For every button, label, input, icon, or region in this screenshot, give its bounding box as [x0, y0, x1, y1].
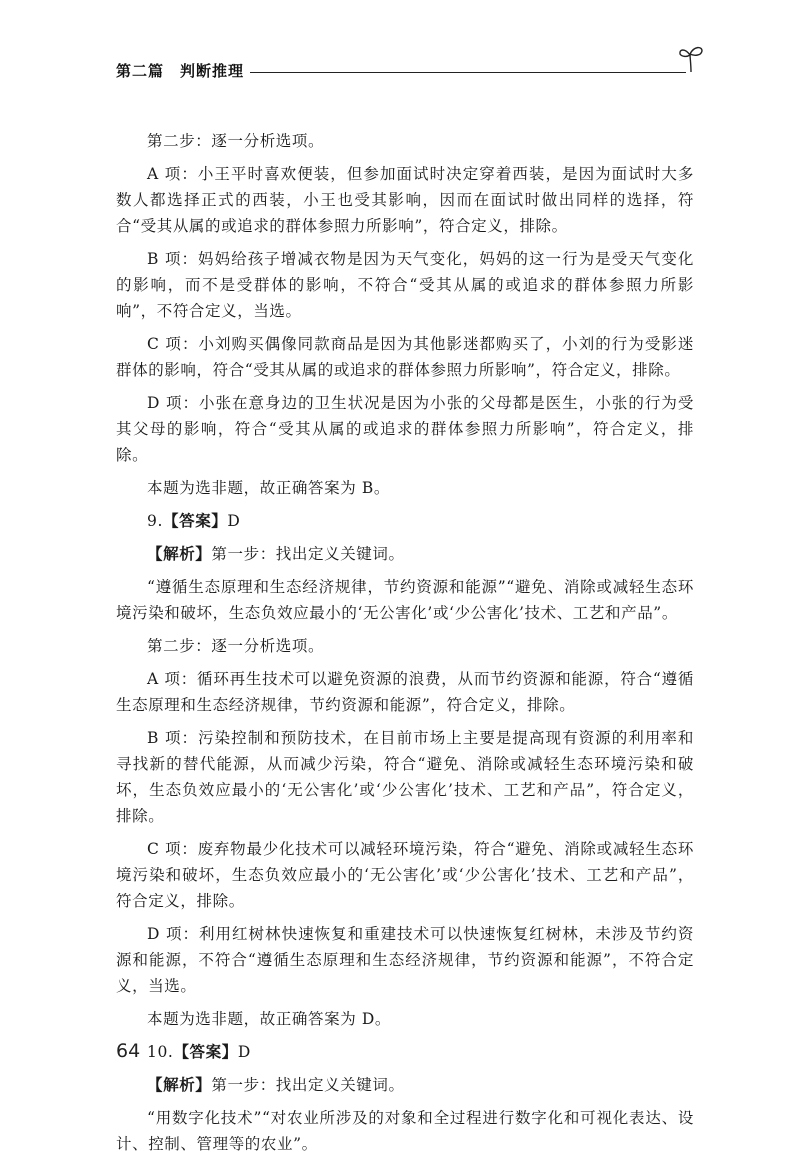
section-title: 第二篇 判断推理	[116, 60, 250, 81]
paragraph: A 项：循环再生技术可以避免资源的浪费，从而节约资源和能源，符合“遵循生态原理和生态经济规律，节约资源和能源”，符合定义，排除。	[116, 670, 694, 714]
page-number: 64	[116, 1040, 141, 1062]
answer-value: D	[237, 1043, 251, 1061]
question-number: 9.	[147, 512, 163, 530]
paragraph: C 项：废弃物最少化技术可以减轻环境污染，符合“避免、消除或减轻生态环境污染和破坏，生态负效应最小的‘无公害化’或‘少公害化’技术、工艺和产品”，符合定义，排除。	[116, 840, 694, 910]
analysis-line	[116, 541, 694, 567]
analysis-intro: 第一步：找出定义关键词。	[211, 1076, 405, 1094]
answer-tag: 【答案】	[173, 1042, 238, 1061]
paragraph: “遵循生态原理和生态经济规律，节约资源和能源”“避免、消除或减轻生态环境污染和破坏，生态负效应最小的‘无公害化’或‘少公害化’技术、工艺和产品”。	[116, 578, 694, 622]
paragraph: B 项：妈妈给孩子增减衣物是因为天气变化，妈妈的这一行为是受天气变化的影响，而不是受群体的影响，不符合“受其从属的或追求的群体参照力所影响”，不符合定义，当选。	[116, 250, 694, 320]
analysis-line	[116, 1072, 694, 1098]
answer-tag: 【答案】	[163, 511, 228, 530]
paragraph: D 项：利用红树林快速恢复和重建技术可以快速恢复红树林，未涉及节约资源和能源，不符合“遵循生态原理和生态经济规律，节约资源和能源”，不符合定义，当选。	[116, 925, 694, 995]
analysis-intro: 第一步：找出定义关键词。	[211, 545, 405, 563]
answer-line	[116, 1039, 694, 1065]
paragraph: C 项：小刘购买偶像同款商品是因为其他影迷都购买了，小刘的行为受影迷群体的影响，符合“受其从属的或追求的群体参照力所影响”，符合定义，排除。	[116, 335, 694, 379]
paragraph: 第二步：逐一分析选项。	[147, 637, 325, 655]
answer-value: D	[227, 512, 241, 530]
paragraph: D 项：小张在意身边的卫生状况是因为小张的父母都是医生，小张的行为受其父母的影响，符合“受其从属的或追求的群体参照力所影响”，符合定义，排除。	[116, 394, 694, 464]
question-number: 10.	[147, 1043, 174, 1061]
answer-line	[116, 508, 694, 534]
paragraph: “用数字化技术”“对农业所涉及的对象和全过程进行数字化和可视化表达、设计、控制、管理等的农业”。	[116, 1109, 694, 1153]
paragraph: A 项：小王平时喜欢便装，但参加面试时决定穿着西装，是因为面试时大多数人都选择正式的西装，小王也受其影响，因而在面试时做出同样的选择，符合“受其从属的或追求的群体参照力所影响”，符合定义，排除。	[116, 165, 694, 235]
paragraph: B 项：污染控制和预防技术，在目前市场上主要是提高现有资源的利用率和寻找新的替代能源，从而减少污染，符合“避免、消除或减轻生态环境污染和破坏，生态负效应最小的‘无公害化’或‘少公害化’技术、工艺和产品”，符合定义，排除。	[116, 729, 694, 825]
sprout-icon	[678, 44, 704, 74]
paragraph: 本题为选非题，故正确答案为 B。	[147, 479, 390, 497]
paragraph: 第二步：逐一分析选项。	[147, 132, 325, 150]
analysis-tag: 【解析】	[147, 1075, 212, 1094]
running-header	[116, 60, 706, 86]
paragraph: 本题为选非题，故正确答案为 D。	[147, 1010, 391, 1028]
analysis-tag: 【解析】	[147, 544, 212, 563]
page-body	[116, 128, 694, 1164]
